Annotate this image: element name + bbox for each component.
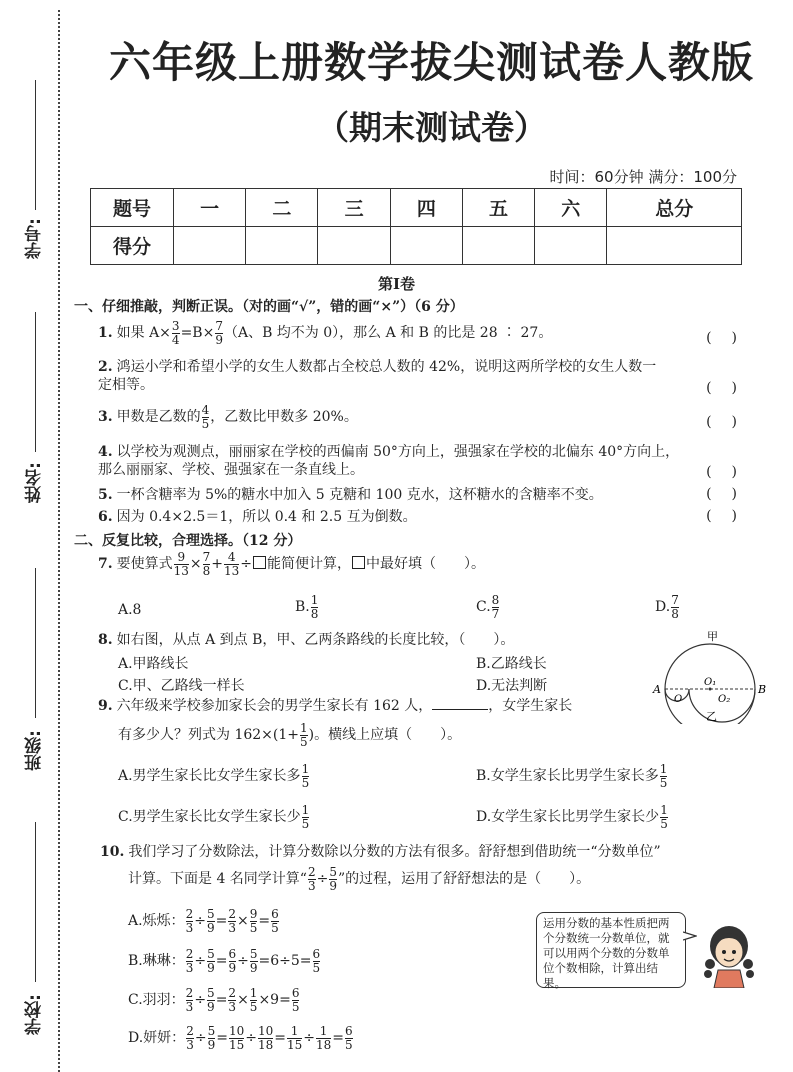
question-10-cont: 计算。下面是 4 名同学计算“ $\frac{2}{3}$ ÷ $\frac{5}{9}$ ”的过程，运用了舒舒想法的是（ ）。	[128, 865, 591, 893]
section-title: 第Ⅰ卷	[377, 275, 416, 293]
q10-option-d[interactable]: D.妍妍： $\frac{2}{3}$ ÷ $\frac{5}{9}$ = $\frac{10}{15}$ ÷ $\frac{10}{18}$ = $\frac{1}{15}$ ÷ $\frac{1}{18}$ = $\frac{6}{5}$	[128, 1024, 353, 1052]
fraction: $\frac{2}{3}$	[307, 865, 316, 893]
q9-option-a[interactable]: A.男学生家长比女学生家长多 $\frac{1}{5}$	[118, 762, 310, 790]
q10-option-a[interactable]: A.烁烁： $\frac{2}{3}$ ÷ $\frac{5}{9}$ = $\frac{2}{3}$ × $\frac{9}{5}$ = $\frac{6}{5}$	[128, 907, 279, 935]
fraction: $\frac{1}{5}$	[300, 721, 308, 749]
circle-route-diagram	[650, 628, 770, 724]
q-text: （A、B 均不为 0），那么 A 和 B 的比是 28 ∶ 27。	[223, 325, 553, 342]
q7-option-d[interactable]: D. $\frac{7}{8}$	[655, 593, 679, 621]
score-input-cell[interactable]	[318, 227, 390, 265]
q7-option-b[interactable]: B. $\frac{1}{8}$	[295, 593, 319, 621]
school-line	[35, 822, 36, 982]
q-text: ，乙数比甲数多 20%。	[210, 409, 358, 426]
question-number: 3.	[98, 409, 113, 426]
score-input-cell[interactable]	[174, 227, 246, 265]
q-text: 甲数是乙数的	[116, 409, 201, 426]
score-row-label: 得分	[91, 227, 174, 265]
student-no-field[interactable]	[14, 80, 54, 270]
fraction: $\frac{5}{9}$	[329, 865, 337, 893]
girl-avatar-icon	[698, 918, 760, 988]
question-9: 9. 六年级来学校参加家长会的男学生家长有 162 人， ，女学生家长	[98, 698, 573, 714]
q10-option-b[interactable]: B.琳琳： $\frac{2}{3}$ ÷ $\frac{5}{9}$ = $\frac{6}{9}$ ÷ $\frac{5}{9}$ =6÷5= $\frac{6}{5}$	[128, 947, 321, 975]
part1-title: 一、仔细推敲，判断正误。（对的画“√”，错的画“×”）（6 分）	[74, 299, 464, 315]
answer-paren[interactable]: ()	[706, 380, 757, 396]
label-A: A	[653, 683, 661, 696]
fraction: $\frac{9}{13}$	[173, 550, 189, 578]
speech-bubble: 运用分数的基本性质把两个分数统一分数单位，就可以用两个分数的分数单位个数相除，计算出结果。	[536, 912, 686, 988]
question-number: 9.	[98, 698, 113, 714]
question-number: 1.	[98, 325, 113, 342]
answer-paren[interactable]: ()	[706, 508, 757, 524]
q8-option-d[interactable]: D.无法判断	[476, 678, 548, 694]
question-4	[98, 443, 679, 479]
label-yi: 乙	[706, 710, 717, 723]
score-header-cell: 四	[390, 189, 462, 227]
fraction: $\frac{7}{8}$	[202, 550, 211, 578]
student-no-label: 学号:	[25, 218, 45, 259]
question-number: 4.	[98, 444, 113, 460]
question-3	[98, 404, 358, 430]
question-9-cont: 有多少人？列式为 162×(1+ $\frac{1}{5}$ )。横线上应填（ ）。	[118, 721, 462, 749]
blank-line[interactable]	[432, 709, 488, 710]
question-number: 10.	[100, 844, 125, 860]
score-header-cell: 五	[462, 189, 534, 227]
q9-option-d[interactable]: D.女学生家长比男学生家长少 $\frac{1}{5}$	[476, 803, 668, 831]
time-info: 时间：60分钟 满分：100分	[549, 168, 737, 186]
score-input-cell[interactable]	[246, 227, 318, 265]
class-line	[35, 568, 36, 718]
q-text: 如果 A×	[116, 325, 171, 342]
q-text: 一杯含糖率为 5%的糖水中加入 5 克糖和 100 克水，这杯糖水的含糖率不变。	[116, 487, 603, 503]
page-subtitle: （期末测试卷）	[316, 108, 547, 147]
q7-option-a[interactable]: A.8	[118, 602, 142, 618]
q8-option-c[interactable]: C.甲、乙路线一样长	[118, 678, 245, 694]
score-header-cell: 六	[535, 189, 607, 227]
score-header-cell: 二	[246, 189, 318, 227]
question-6	[98, 508, 417, 526]
fraction: $\frac{3}{4}$	[171, 319, 180, 347]
fraction: $\frac{4}{13}$	[224, 550, 240, 578]
score-table-header-row	[91, 189, 742, 227]
question-number: 6.	[98, 509, 113, 525]
school-field[interactable]	[14, 822, 54, 1044]
student-no-line	[35, 80, 36, 210]
question-number: 2.	[98, 359, 113, 375]
class-label: 班级:	[25, 730, 45, 771]
score-header-cell: 三	[318, 189, 390, 227]
q-text: 因为 0.4×2.5＝1，所以 0.4 和 2.5 互为倒数。	[116, 509, 417, 525]
q9-option-b[interactable]: B.女学生家长比男学生家长多 $\frac{1}{5}$	[476, 762, 668, 790]
question-number: 8.	[98, 632, 113, 648]
score-input-cell[interactable]	[535, 227, 607, 265]
page-title: 六年级上册数学拔尖测试卷人教版	[108, 38, 754, 87]
bubble-tail	[683, 930, 697, 942]
binding-dash-line	[58, 10, 60, 1072]
q-text: 要使算式	[116, 556, 173, 573]
question-number: 5.	[98, 487, 113, 503]
question-number: 7.	[98, 556, 113, 573]
label-B: B	[758, 683, 767, 696]
q7-option-c[interactable]: C. $\frac{8}{7}$	[476, 593, 500, 621]
score-input-cell[interactable]	[390, 227, 462, 265]
fraction: $\frac{7}{9}$	[215, 319, 223, 347]
q-text: 定相等。	[98, 377, 154, 394]
score-table	[90, 188, 742, 265]
part2-title: 二、反复比较，合理选择。（12 分）	[74, 533, 302, 549]
label-jia: 甲	[707, 630, 718, 643]
q8-option-b[interactable]: B.乙路线长	[476, 656, 547, 672]
score-input-cell[interactable]	[462, 227, 534, 265]
score-header-cell: 一	[174, 189, 246, 227]
label-O1: O₁	[704, 677, 717, 688]
question-8	[98, 631, 514, 649]
q10-option-c[interactable]: C.羽羽： $\frac{2}{3}$ ÷ $\frac{5}{9}$ = $\frac{2}{3}$ × $\frac{1}{5}$ ×9= $\frac{6}{5}$	[128, 986, 300, 1014]
label-O: O	[674, 694, 683, 705]
fraction: $\frac{4}{5}$	[201, 403, 210, 431]
q-text: 以学校为观测点，丽丽家在学校的西偏南 50°方向上，强强家在学校的北偏东 40°方向上，	[116, 444, 680, 460]
question-5	[98, 486, 603, 504]
label-O2: O₂	[718, 694, 731, 705]
q-text: 那么丽丽家、学校、强强家在一条直线上。	[98, 462, 364, 479]
answer-paren[interactable]: ()	[706, 330, 757, 346]
q-text: 如右图，从点 A 到点 B，甲、乙两条路线的长度比较，（ ）。	[116, 632, 515, 648]
answer-paren[interactable]: ()	[706, 486, 757, 502]
answer-paren[interactable]: ()	[706, 414, 757, 430]
blank-box	[253, 556, 266, 569]
question-7: 7. 要使算式 $\frac{9}{13}$ × $\frac{7}{8}$ + $\frac{4}{13}$ ÷ 能简便计算， 中最好填（ ）。	[98, 550, 486, 578]
q9-option-c[interactable]: C.男学生家长比女学生家长少 $\frac{1}{5}$	[118, 803, 310, 831]
name-line	[35, 312, 36, 452]
class-field[interactable]	[14, 568, 54, 778]
name-label: 姓名:	[25, 462, 45, 503]
score-input-cell[interactable]	[607, 227, 742, 265]
score-header-cell: 题号	[91, 189, 174, 227]
q-text: 鸿运小学和希望小学的女生人数都占全校总人数的 42%，说明这两所学校的女生人数一	[116, 359, 657, 375]
question-1	[98, 320, 552, 346]
q8-option-a[interactable]: A.甲路线长	[118, 656, 189, 672]
question-2	[98, 358, 656, 394]
score-header-cell: 总分	[607, 189, 742, 227]
question-10: 10. 我们学习了分数除法，计算分数除以分数的方法有很多。舒舒想到借助统一“分数单位”	[100, 844, 661, 860]
name-field[interactable]	[14, 312, 54, 512]
blank-box	[352, 556, 365, 569]
answer-paren[interactable]: ()	[706, 464, 757, 480]
q-text: =B×	[180, 325, 215, 342]
score-table-score-row	[91, 227, 742, 265]
school-label: 学校:	[25, 994, 45, 1035]
